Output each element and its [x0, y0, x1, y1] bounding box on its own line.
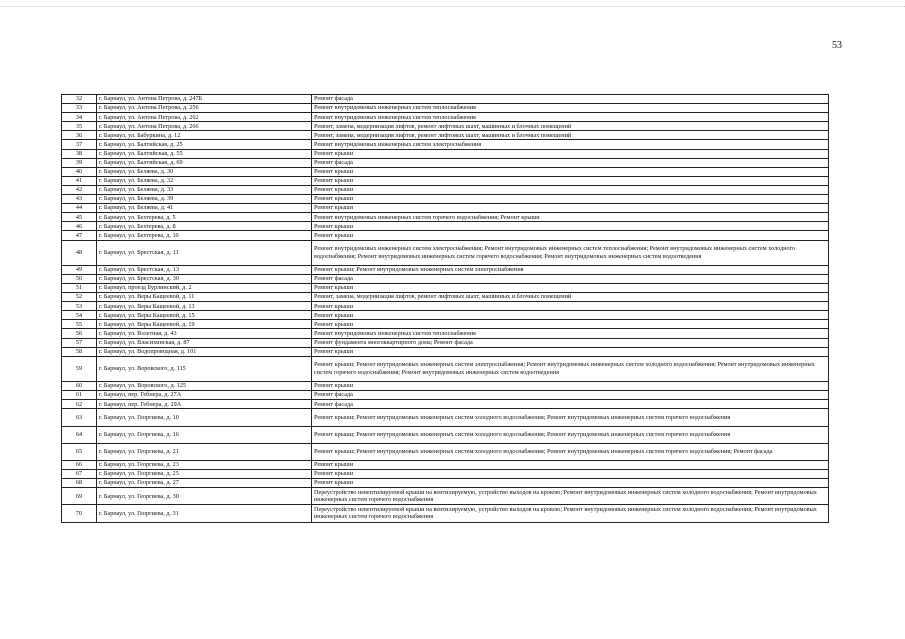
building-address: г. Барнаул, ул. Балтийская, д. 55: [97, 149, 312, 158]
building-address: г. Барнаул, ул. Беляева, д. 33: [97, 185, 312, 194]
repair-work-types: Ремонт крыши: [312, 195, 829, 204]
repair-work-types: Ремонт фасада: [312, 158, 829, 167]
repair-work-types: Ремонт внутридомовых инженерных систем теплоснабжения: [312, 113, 829, 122]
repair-work-types: Ремонт крыши; Ремонт внутридомовых инженерных систем холодного водоснабжения; Ремонт внутридомовых инженерных систем горячего водоснабжения: [312, 426, 829, 443]
row-number: 52: [62, 293, 97, 302]
repair-work-types: Ремонт крыши: [312, 176, 829, 185]
repair-work-types: Ремонт, замена, модернизация лифтов, ремонт лифтовых шахт, машинных и блочных помещений: [312, 122, 829, 131]
building-address: г. Барнаул, ул. Брестская, д. 30: [97, 274, 312, 283]
table-body: [62, 95, 829, 523]
table-row: [62, 104, 829, 113]
table-row: [62, 302, 829, 311]
repair-work-types: Ремонт крыши: [312, 469, 829, 478]
repair-work-types: Ремонт фасада: [312, 400, 829, 409]
building-address: г. Барнаул, ул. Веры Кащеевой, д. 13: [97, 302, 312, 311]
table-row: [62, 167, 829, 176]
repair-work-types: Ремонт фасада: [312, 274, 829, 283]
row-number: 54: [62, 311, 97, 320]
repair-work-types: Ремонт внутридомовых инженерных систем теплоснабжения: [312, 104, 829, 113]
repair-work-types: Ремонт внутридомовых инженерных систем электроснабжения: [312, 140, 829, 149]
row-number: 69: [62, 488, 97, 505]
table-row: [62, 329, 829, 338]
building-address: г. Барнаул, ул. Беляева, д. 30: [97, 167, 312, 176]
building-address: г. Барнаул, ул. Георгиева, д. 21: [97, 443, 312, 460]
building-address: г. Барнаул, ул. Веры Кащеевой, д. 19: [97, 320, 312, 329]
building-address: г. Барнаул, ул. Антона Петрова, д. 266: [97, 122, 312, 131]
building-address: г. Барнаул, пер. Гебнера, д. 29А: [97, 400, 312, 409]
scan-top-edge: [0, 6, 905, 7]
page-number: 53: [832, 40, 842, 51]
repair-work-types: Ремонт крыши; Ремонт внутридомовых инженерных систем электроснабжения: [312, 265, 829, 274]
row-number: 70: [62, 505, 97, 522]
row-number: 47: [62, 231, 97, 240]
table-row: [62, 460, 829, 469]
row-number: 56: [62, 329, 97, 338]
building-address: г. Барнаул, ул. Власихинская, д. 87: [97, 338, 312, 347]
row-number: 37: [62, 140, 97, 149]
table-row: [62, 488, 829, 505]
row-number: 35: [62, 122, 97, 131]
repair-work-types: Ремонт крыши; Ремонт внутридомовых инженерных систем холодного водоснабжения; Ремонт внутридомовых инженерных систем горячего водоснабжения; Ремонт фасада: [312, 443, 829, 460]
building-address: г. Барнаул, ул. Воровского, д. 115: [97, 356, 312, 381]
row-number: 64: [62, 426, 97, 443]
row-number: 40: [62, 167, 97, 176]
row-number: 41: [62, 176, 97, 185]
building-address: г. Барнаул, ул. Георгиева, д. 31: [97, 505, 312, 522]
repair-work-types: Ремонт крыши: [312, 320, 829, 329]
repair-work-types: Ремонт крыши: [312, 149, 829, 158]
repair-work-types: Ремонт крыши: [312, 302, 829, 311]
row-number: 58: [62, 347, 97, 356]
table-row: [62, 140, 829, 149]
row-number: 49: [62, 265, 97, 274]
row-number: 34: [62, 113, 97, 122]
repair-work-types: Переустройство невентилируемой крыши на вентилируемую, устройство выходов на кровлю; Ремонт внутридомовых инженерных систем холодного водоснабжения; Ремонт внутридомовых инженерных систем горячего водоснабжения: [312, 488, 829, 505]
table-row: [62, 122, 829, 131]
repair-work-types: Ремонт крыши: [312, 167, 829, 176]
table-row: [62, 469, 829, 478]
row-number: 42: [62, 185, 97, 194]
building-address: г. Барнаул, ул. Георгиева, д. 23: [97, 460, 312, 469]
table-row: [62, 95, 829, 104]
building-address: г. Барнаул, ул. Бехтерева, д. 10: [97, 231, 312, 240]
table-row: [62, 293, 829, 302]
building-address: г. Барнаул, ул. Взлетная, д. 43: [97, 329, 312, 338]
building-address: г. Барнаул, ул. Беляева, д. 32: [97, 176, 312, 185]
repair-work-types: Ремонт крыши: [312, 204, 829, 213]
building-address: г. Барнаул, ул. Антона Петрова, д. 247Б: [97, 95, 312, 104]
repair-work-types: Ремонт крыши; Ремонт внутридомовых инженерных систем холодного водоснабжения; Ремонт внутридомовых инженерных систем горячего водоснабжения: [312, 409, 829, 426]
row-number: 57: [62, 338, 97, 347]
building-address: г. Барнаул, ул. Бехтерева, д. 8: [97, 222, 312, 231]
repair-work-types: Ремонт внутридомовых инженерных систем горячего водоснабжения; Ремонт крыши: [312, 213, 829, 222]
row-number: 51: [62, 283, 97, 292]
building-address: г. Барнаул, ул. Воровского, д. 125: [97, 382, 312, 391]
table-row: [62, 185, 829, 194]
building-address: г. Барнаул, ул. Веры Кащеевой, д. 11: [97, 293, 312, 302]
row-number: 50: [62, 274, 97, 283]
repair-work-types: Ремонт крыши: [312, 479, 829, 488]
repair-work-types: Ремонт внутридомовых инженерных систем электроснабжения; Ремонт внутридомовых инженерных систем теплоснабжения; Ремонт внутридомовых инженерных систем холодного водоснабжения; Ремонт внутридомовых инженерных систем горячего водоснабжения; Ремонт внутридомовых инженерных систем водоотведения: [312, 240, 829, 265]
table-row: [62, 131, 829, 140]
repair-work-types: Ремонт крыши: [312, 222, 829, 231]
table-row: [62, 320, 829, 329]
repair-work-types: Ремонт внутридомовых инженерных систем теплоснабжения: [312, 329, 829, 338]
table-row: [62, 311, 829, 320]
repair-work-types: Ремонт крыши: [312, 231, 829, 240]
row-number: 60: [62, 382, 97, 391]
table-row: [62, 213, 829, 222]
table-row: [62, 265, 829, 274]
repair-work-types: Ремонт крыши: [312, 311, 829, 320]
row-number: 65: [62, 443, 97, 460]
row-number: 46: [62, 222, 97, 231]
building-address: г. Барнаул, проезд Бурлинский, д. 2: [97, 283, 312, 292]
row-number: 43: [62, 195, 97, 204]
building-address: г. Барнаул, ул. Георгиева, д. 16: [97, 426, 312, 443]
building-address: г. Барнаул, ул. Балтийская, д. 69: [97, 158, 312, 167]
table-row: [62, 113, 829, 122]
building-address: г. Барнаул, ул. Георгиева, д. 10: [97, 409, 312, 426]
repair-work-types: Ремонт крыши: [312, 185, 829, 194]
row-number: 61: [62, 391, 97, 400]
repair-work-types: Ремонт крыши; Ремонт внутридомовых инженерных систем электроснабжения; Ремонт внутридомовых инженерных систем холодного водоснабжения; Ремонт внутридомовых инженерных систем горячего водоснабжения; Ремонт внутридомовых инженерных систем водоотведения: [312, 356, 829, 381]
row-number: 38: [62, 149, 97, 158]
table-row: [62, 231, 829, 240]
row-number: 55: [62, 320, 97, 329]
table-row: [62, 426, 829, 443]
building-address: г. Барнаул, пер. Гебнера, д. 27А: [97, 391, 312, 400]
repair-work-types: Ремонт фасада: [312, 95, 829, 104]
table-row: [62, 274, 829, 283]
row-number: 39: [62, 158, 97, 167]
row-number: 67: [62, 469, 97, 478]
building-address: г. Барнаул, ул. Веры Кащеевой, д. 15: [97, 311, 312, 320]
table-row: [62, 195, 829, 204]
building-address: г. Барнаул, ул. Бабуркина, д. 12: [97, 131, 312, 140]
building-address: г. Барнаул, ул. Антона Петрова, д. 262: [97, 113, 312, 122]
row-number: 33: [62, 104, 97, 113]
repair-work-types: Ремонт фасада: [312, 391, 829, 400]
table-row: [62, 338, 829, 347]
row-number: 59: [62, 356, 97, 381]
repair-work-types: Ремонт крыши: [312, 283, 829, 292]
building-address: г. Барнаул, ул. Антона Петрова, д. 256: [97, 104, 312, 113]
repair-work-types: Ремонт крыши: [312, 347, 829, 356]
repair-work-types: Ремонт крыши: [312, 382, 829, 391]
building-address: г. Барнаул, ул. Беляева, д. 41: [97, 204, 312, 213]
repair-work-types: Переустройство невентилируемой крыши на вентилируемую, устройство выходов на кровлю; Ремонт внутридомовых инженерных систем холодного водоснабжения; Ремонт внутридомовых инженерных систем горячего водоснабжения: [312, 505, 829, 522]
row-number: 45: [62, 213, 97, 222]
table-row: [62, 356, 829, 381]
table-row: [62, 382, 829, 391]
table-row: [62, 391, 829, 400]
row-number: 62: [62, 400, 97, 409]
repair-work-types: Ремонт фундамента многоквартирного дома; Ремонт фасада: [312, 338, 829, 347]
table-row: [62, 240, 829, 265]
row-number: 66: [62, 460, 97, 469]
building-address: г. Барнаул, ул. Георгиева, д. 27: [97, 479, 312, 488]
row-number: 53: [62, 302, 97, 311]
repair-works-table: [61, 94, 829, 523]
row-number: 36: [62, 131, 97, 140]
row-number: 44: [62, 204, 97, 213]
table-row: [62, 347, 829, 356]
table-row: [62, 409, 829, 426]
table-row: [62, 479, 829, 488]
building-address: г. Барнаул, ул. Балтийская, д. 25: [97, 140, 312, 149]
building-address: г. Барнаул, ул. Георгиева, д. 25: [97, 469, 312, 478]
table-row: [62, 176, 829, 185]
table-row: [62, 443, 829, 460]
table-row: [62, 204, 829, 213]
row-number: 32: [62, 95, 97, 104]
table-row: [62, 505, 829, 522]
building-address: г. Барнаул, ул. Брестская, д. 13: [97, 265, 312, 274]
row-number: 68: [62, 479, 97, 488]
row-number: 63: [62, 409, 97, 426]
repair-work-types: Ремонт, замена, модернизация лифтов, ремонт лифтовых шахт, машинных и блочных помещений: [312, 293, 829, 302]
row-number: 48: [62, 240, 97, 265]
table-row: [62, 149, 829, 158]
building-address: г. Барнаул, ул. Брестская, д. 11: [97, 240, 312, 265]
repair-work-types: Ремонт крыши: [312, 460, 829, 469]
repair-work-types: Ремонт, замена, модернизация лифтов, ремонт лифтовых шахт, машинных и блочных помещений: [312, 131, 829, 140]
table-row: [62, 283, 829, 292]
building-address: г. Барнаул, ул. Георгиева, д. 30: [97, 488, 312, 505]
building-address: г. Барнаул, ул. Водопроводная, д. 101: [97, 347, 312, 356]
table-row: [62, 400, 829, 409]
building-address: г. Барнаул, ул. Беляева, д. 39: [97, 195, 312, 204]
building-address: г. Барнаул, ул. Бехтерева, д. 5: [97, 213, 312, 222]
table-row: [62, 158, 829, 167]
table-row: [62, 222, 829, 231]
